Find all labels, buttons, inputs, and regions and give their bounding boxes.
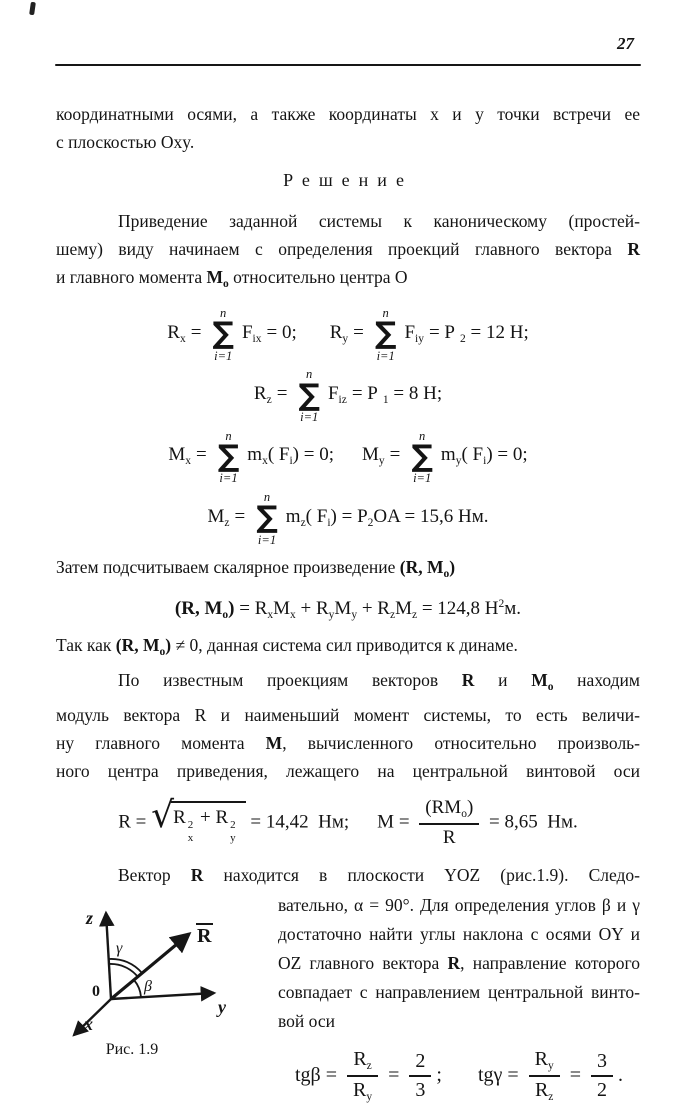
sqrt-expression bbox=[151, 795, 246, 845]
text-seg: , направление которого bbox=[460, 953, 641, 974]
text-seg: OZ главного вектора bbox=[278, 953, 448, 974]
text-seg: OA = 15,6 Нм. bbox=[373, 505, 489, 527]
text-seg: ) = P bbox=[330, 505, 368, 527]
vector-pair: (R, M bbox=[115, 635, 160, 655]
para1-line-1: Приведение заданной системы к каноническому (простей- bbox=[118, 211, 640, 231]
wrapped-text-column bbox=[278, 891, 640, 1104]
z-axis-label: z bbox=[86, 908, 94, 929]
text-seg: R bbox=[253, 383, 267, 405]
sum-upper-limit: n bbox=[220, 306, 227, 320]
para1-line-2 bbox=[56, 235, 640, 263]
sub-x: x bbox=[187, 832, 194, 845]
fraction bbox=[419, 797, 479, 849]
sum-operator bbox=[411, 429, 433, 486]
vector-R: R bbox=[190, 865, 204, 886]
text-seg: R bbox=[353, 1079, 367, 1102]
formula-rz bbox=[253, 367, 443, 425]
sub-z: z bbox=[266, 394, 272, 407]
figure-1-9 bbox=[56, 897, 268, 1039]
fraction-numerator: 3 bbox=[597, 1050, 607, 1073]
sub-i: i bbox=[327, 516, 331, 529]
fraction-numerator bbox=[529, 1048, 560, 1075]
text-seg: ) bbox=[449, 557, 456, 577]
sigma-symbol: ∑ bbox=[411, 438, 433, 474]
solution-heading: Решение bbox=[283, 170, 413, 190]
gamma-arc-outer bbox=[109, 959, 142, 973]
formula-tg-row bbox=[278, 1048, 640, 1104]
formula-mx bbox=[168, 428, 334, 486]
sub-o: о bbox=[159, 646, 166, 658]
formula-row-mz bbox=[56, 488, 640, 547]
para3-line-4 bbox=[278, 949, 640, 978]
sub-2: 2 bbox=[460, 332, 466, 345]
sum-upper-limit: n bbox=[263, 489, 271, 504]
text-seg: ≠ 0, данная система сил приводится к динаме. bbox=[171, 635, 518, 655]
fraction-denominator: R bbox=[419, 823, 479, 849]
fraction-denominator bbox=[347, 1075, 378, 1104]
text-seg: R bbox=[534, 1048, 548, 1071]
para2-line-2: модуль вектора R и наименьший момент системы, то есть величи- bbox=[56, 705, 640, 725]
para3-line-6: вой оси bbox=[278, 1011, 335, 1032]
sub-iy: iy bbox=[415, 332, 424, 345]
text-seg: находим bbox=[553, 670, 640, 690]
formula-row-rx-ry bbox=[56, 304, 640, 363]
text-seg: Вектор bbox=[118, 865, 191, 886]
formula-ry bbox=[329, 306, 529, 363]
equals-sign: = bbox=[389, 444, 401, 466]
fraction bbox=[409, 1050, 431, 1102]
fraction-denominator: 3 bbox=[409, 1075, 431, 1102]
z-axis bbox=[106, 913, 111, 999]
equals-sign: = bbox=[325, 1063, 337, 1086]
text-seg: ( F bbox=[461, 444, 484, 466]
para3-line-1 bbox=[56, 861, 640, 889]
sub-y: y bbox=[378, 455, 385, 468]
text-seg: R bbox=[353, 1048, 367, 1071]
text-seg: шему) виду начинаем с определения проекций главного вектора bbox=[56, 239, 628, 259]
sup-2: 2 bbox=[230, 819, 236, 832]
vector-M: M bbox=[265, 733, 283, 753]
fraction bbox=[529, 1048, 560, 1104]
sub-y: y bbox=[547, 1060, 554, 1073]
sub-ix: ix bbox=[252, 332, 262, 345]
formula-tg-gamma bbox=[478, 1048, 623, 1104]
text-seg: ) = 0; bbox=[292, 444, 334, 466]
equals-sign: = bbox=[507, 1063, 519, 1086]
formula-mz bbox=[207, 489, 489, 547]
vector-M: M bbox=[206, 267, 224, 287]
para2-line-3 bbox=[56, 729, 640, 757]
equals-sign: = bbox=[276, 383, 288, 405]
header-rule bbox=[55, 64, 641, 66]
vector-R: R bbox=[447, 953, 461, 974]
fraction-numerator bbox=[347, 1048, 378, 1075]
formula-tg-beta bbox=[295, 1048, 442, 1104]
sub-x: x bbox=[179, 332, 186, 345]
text-seg: ) bbox=[466, 797, 474, 818]
text-seg: tgβ bbox=[294, 1063, 321, 1086]
para2-line-4: ного центра приведения, лежащего на центральной винтовой оси bbox=[56, 761, 640, 781]
sub-z: z bbox=[389, 609, 396, 621]
y-axis-label: y bbox=[218, 997, 226, 1018]
sub-iz: iz bbox=[338, 394, 347, 407]
text-seg: F bbox=[404, 321, 416, 343]
text-seg: = R bbox=[234, 598, 268, 619]
sum-upper-limit: n bbox=[382, 306, 389, 320]
equals-sign: = bbox=[190, 321, 202, 343]
equals-sign: = bbox=[234, 505, 246, 527]
text-seg: M = bbox=[377, 811, 415, 833]
origin-label: 0 bbox=[92, 983, 100, 1001]
sub-y: y bbox=[455, 455, 462, 468]
text-seg: ) bbox=[228, 598, 235, 619]
para1-line-3 bbox=[56, 263, 640, 298]
sqrt-symbol: √ bbox=[151, 795, 175, 837]
vector-R-label: R bbox=[197, 925, 212, 948]
text-seg: M bbox=[273, 598, 291, 619]
beta-arc bbox=[134, 980, 141, 997]
text-seg: , вычисленного относительно произволь- bbox=[282, 733, 640, 753]
text-seg: ( F bbox=[267, 444, 290, 466]
text-seg: M bbox=[334, 598, 352, 619]
sigma-symbol: ∑ bbox=[256, 500, 278, 536]
sum-operator bbox=[212, 306, 234, 363]
text-seg: ) = 0; bbox=[486, 444, 528, 466]
text-seg: ; bbox=[436, 1063, 442, 1086]
sum-lower-limit: i=1 bbox=[300, 410, 319, 425]
text-seg: Так как bbox=[56, 635, 116, 655]
sub-o: о bbox=[443, 568, 450, 580]
text-seg: По известным проекциям векторов bbox=[118, 670, 462, 690]
x-axis-label: x bbox=[84, 1014, 93, 1035]
figure-caption: Рис. 1.9 bbox=[105, 1041, 159, 1059]
sigma-symbol: ∑ bbox=[212, 316, 234, 352]
intro-line-1: координатными осями, а также координаты x и y точки встречи ее bbox=[56, 104, 640, 124]
figure-column bbox=[56, 891, 278, 1104]
gamma-label: γ bbox=[116, 940, 123, 958]
sub-y: y bbox=[351, 609, 358, 621]
sub-x: x bbox=[267, 609, 274, 621]
text-seg: относительно центра О bbox=[228, 267, 408, 287]
text-seg: = 14,42 Нм; bbox=[245, 811, 350, 833]
sub-z: z bbox=[300, 516, 306, 529]
text-seg: = 8,65 Нм. bbox=[484, 811, 578, 833]
text-seg: и bbox=[474, 670, 532, 690]
text-seg: . bbox=[618, 1063, 623, 1086]
sum-upper-limit: n bbox=[225, 428, 232, 443]
page-number: 27 bbox=[617, 34, 634, 53]
sub-y: y bbox=[342, 332, 349, 345]
para3-line-3: достаточно найти углы наклона с осями OY и bbox=[278, 924, 640, 945]
beta-label: β bbox=[144, 978, 152, 996]
text-seg: + R bbox=[195, 807, 229, 829]
sum-operator bbox=[218, 429, 240, 486]
text-seg: (RM bbox=[425, 797, 462, 818]
sub-x: x bbox=[290, 609, 296, 621]
intro-line-2: с плоскостью Oxy. bbox=[56, 132, 195, 152]
text-seg: M bbox=[362, 444, 379, 466]
fraction-numerator: 2 bbox=[415, 1050, 426, 1073]
fraction-numerator bbox=[419, 797, 479, 823]
sub-z: z bbox=[224, 516, 230, 529]
formula-row-mx-my bbox=[56, 427, 640, 486]
text-seg: + R bbox=[295, 598, 329, 619]
sub-z: z bbox=[366, 1060, 372, 1073]
text-seg: R = bbox=[118, 811, 152, 833]
sub-y: y bbox=[230, 832, 236, 845]
sub-x: x bbox=[262, 455, 268, 468]
sub-z: z bbox=[411, 609, 418, 621]
formula-rx bbox=[167, 306, 301, 363]
supsub-stack bbox=[188, 819, 194, 844]
text-seg: = 0; bbox=[266, 321, 297, 343]
text-seg: = P bbox=[428, 321, 456, 343]
text-seg: R bbox=[534, 1079, 549, 1102]
text-seg: и главного момента bbox=[56, 267, 207, 287]
text-seg: m bbox=[440, 444, 456, 466]
figure-and-text-section bbox=[56, 891, 640, 1104]
para3-line-5: совпадает с направлением центральной винто- bbox=[278, 982, 640, 1003]
fraction bbox=[347, 1048, 378, 1104]
page-content bbox=[56, 100, 640, 1105]
sub-o: о bbox=[222, 609, 229, 621]
sub-o: о bbox=[223, 278, 229, 290]
sigma-symbol: ∑ bbox=[298, 377, 320, 413]
fraction-denominator: 2 bbox=[591, 1075, 613, 1102]
text-seg: M bbox=[395, 598, 412, 619]
sub-o: о bbox=[461, 808, 467, 820]
vector-M: M bbox=[531, 670, 548, 690]
sub-y: y bbox=[328, 609, 335, 621]
y-axis bbox=[111, 993, 214, 999]
sigma-symbol: ∑ bbox=[217, 438, 240, 474]
equals-sign: = bbox=[388, 1063, 400, 1086]
formula-my bbox=[362, 428, 528, 486]
equals-sign: = bbox=[353, 321, 364, 343]
sum-operator bbox=[256, 490, 278, 547]
vector-R: R bbox=[461, 670, 475, 690]
text-seg: находится в плоскости YOZ (рис.1.9). Следо- bbox=[203, 865, 640, 886]
text-seg: Затем подсчитываем скалярное произведение bbox=[56, 557, 400, 577]
sum-upper-limit: n bbox=[306, 367, 313, 382]
equals-sign: = bbox=[196, 444, 207, 466]
para2-line-1 bbox=[56, 666, 640, 701]
zatem-line bbox=[56, 553, 640, 588]
sum-lower-limit: i=1 bbox=[214, 348, 233, 363]
sup-2: 2 bbox=[187, 819, 194, 832]
fraction bbox=[591, 1050, 613, 1102]
sub-y: y bbox=[366, 1091, 373, 1104]
text-seg: ну главного момента bbox=[56, 733, 266, 753]
sum-lower-limit: i=1 bbox=[413, 471, 432, 486]
text-seg: R bbox=[173, 807, 186, 829]
text-seg: m bbox=[247, 444, 263, 466]
text-seg: ) bbox=[165, 635, 172, 655]
sub-i: i bbox=[289, 455, 293, 468]
text-seg: + R bbox=[357, 598, 390, 619]
text-seg: = 8 Н; bbox=[388, 383, 443, 405]
text-seg: ( F bbox=[305, 505, 328, 527]
vector-pair: (R, M bbox=[174, 598, 223, 619]
sum-upper-limit: n bbox=[419, 428, 426, 443]
text-seg: = P bbox=[351, 383, 378, 405]
text-seg: tgγ bbox=[477, 1063, 503, 1086]
text-seg: R bbox=[167, 321, 180, 343]
text-seg: F bbox=[327, 383, 339, 405]
formula-R-M bbox=[56, 797, 640, 849]
sub-i: i bbox=[483, 455, 487, 468]
text-seg: м. bbox=[504, 598, 522, 619]
sub-o: о bbox=[547, 681, 554, 693]
formula-row-rz bbox=[56, 365, 640, 424]
sum-operator bbox=[298, 367, 320, 424]
sub-2: 2 bbox=[367, 516, 374, 529]
para3-line-2: вательно, α = 90°. Для определения углов β и γ bbox=[278, 895, 640, 916]
sum-lower-limit: i=1 bbox=[219, 471, 238, 486]
vector-pair: (R, M bbox=[399, 557, 444, 577]
sum-lower-limit: i=1 bbox=[376, 348, 395, 363]
equals-sign: = bbox=[569, 1063, 581, 1086]
sqrt-body bbox=[171, 801, 246, 844]
text-seg: = 124,8 Н bbox=[417, 598, 499, 619]
sub-1: 1 bbox=[382, 394, 389, 407]
sup-2: 2 bbox=[498, 598, 505, 610]
vector-R: R bbox=[627, 239, 640, 259]
formula-dot-product bbox=[56, 598, 640, 621]
scan-artifact bbox=[29, 2, 36, 16]
sum-operator bbox=[375, 306, 397, 363]
fraction-denominator bbox=[529, 1075, 560, 1104]
takkak-line bbox=[56, 631, 640, 666]
sub-z: z bbox=[548, 1091, 554, 1104]
text-seg: M bbox=[207, 505, 225, 527]
sub-x: x bbox=[185, 455, 192, 468]
text-seg: m bbox=[285, 505, 301, 527]
text-seg: M bbox=[168, 444, 186, 466]
sum-lower-limit: i=1 bbox=[257, 532, 277, 547]
supsub-stack bbox=[230, 819, 236, 844]
text-seg: = 12 Н; bbox=[465, 321, 529, 343]
sigma-symbol: ∑ bbox=[374, 316, 397, 352]
text-seg: F bbox=[241, 321, 253, 343]
text-seg: R bbox=[329, 321, 343, 343]
